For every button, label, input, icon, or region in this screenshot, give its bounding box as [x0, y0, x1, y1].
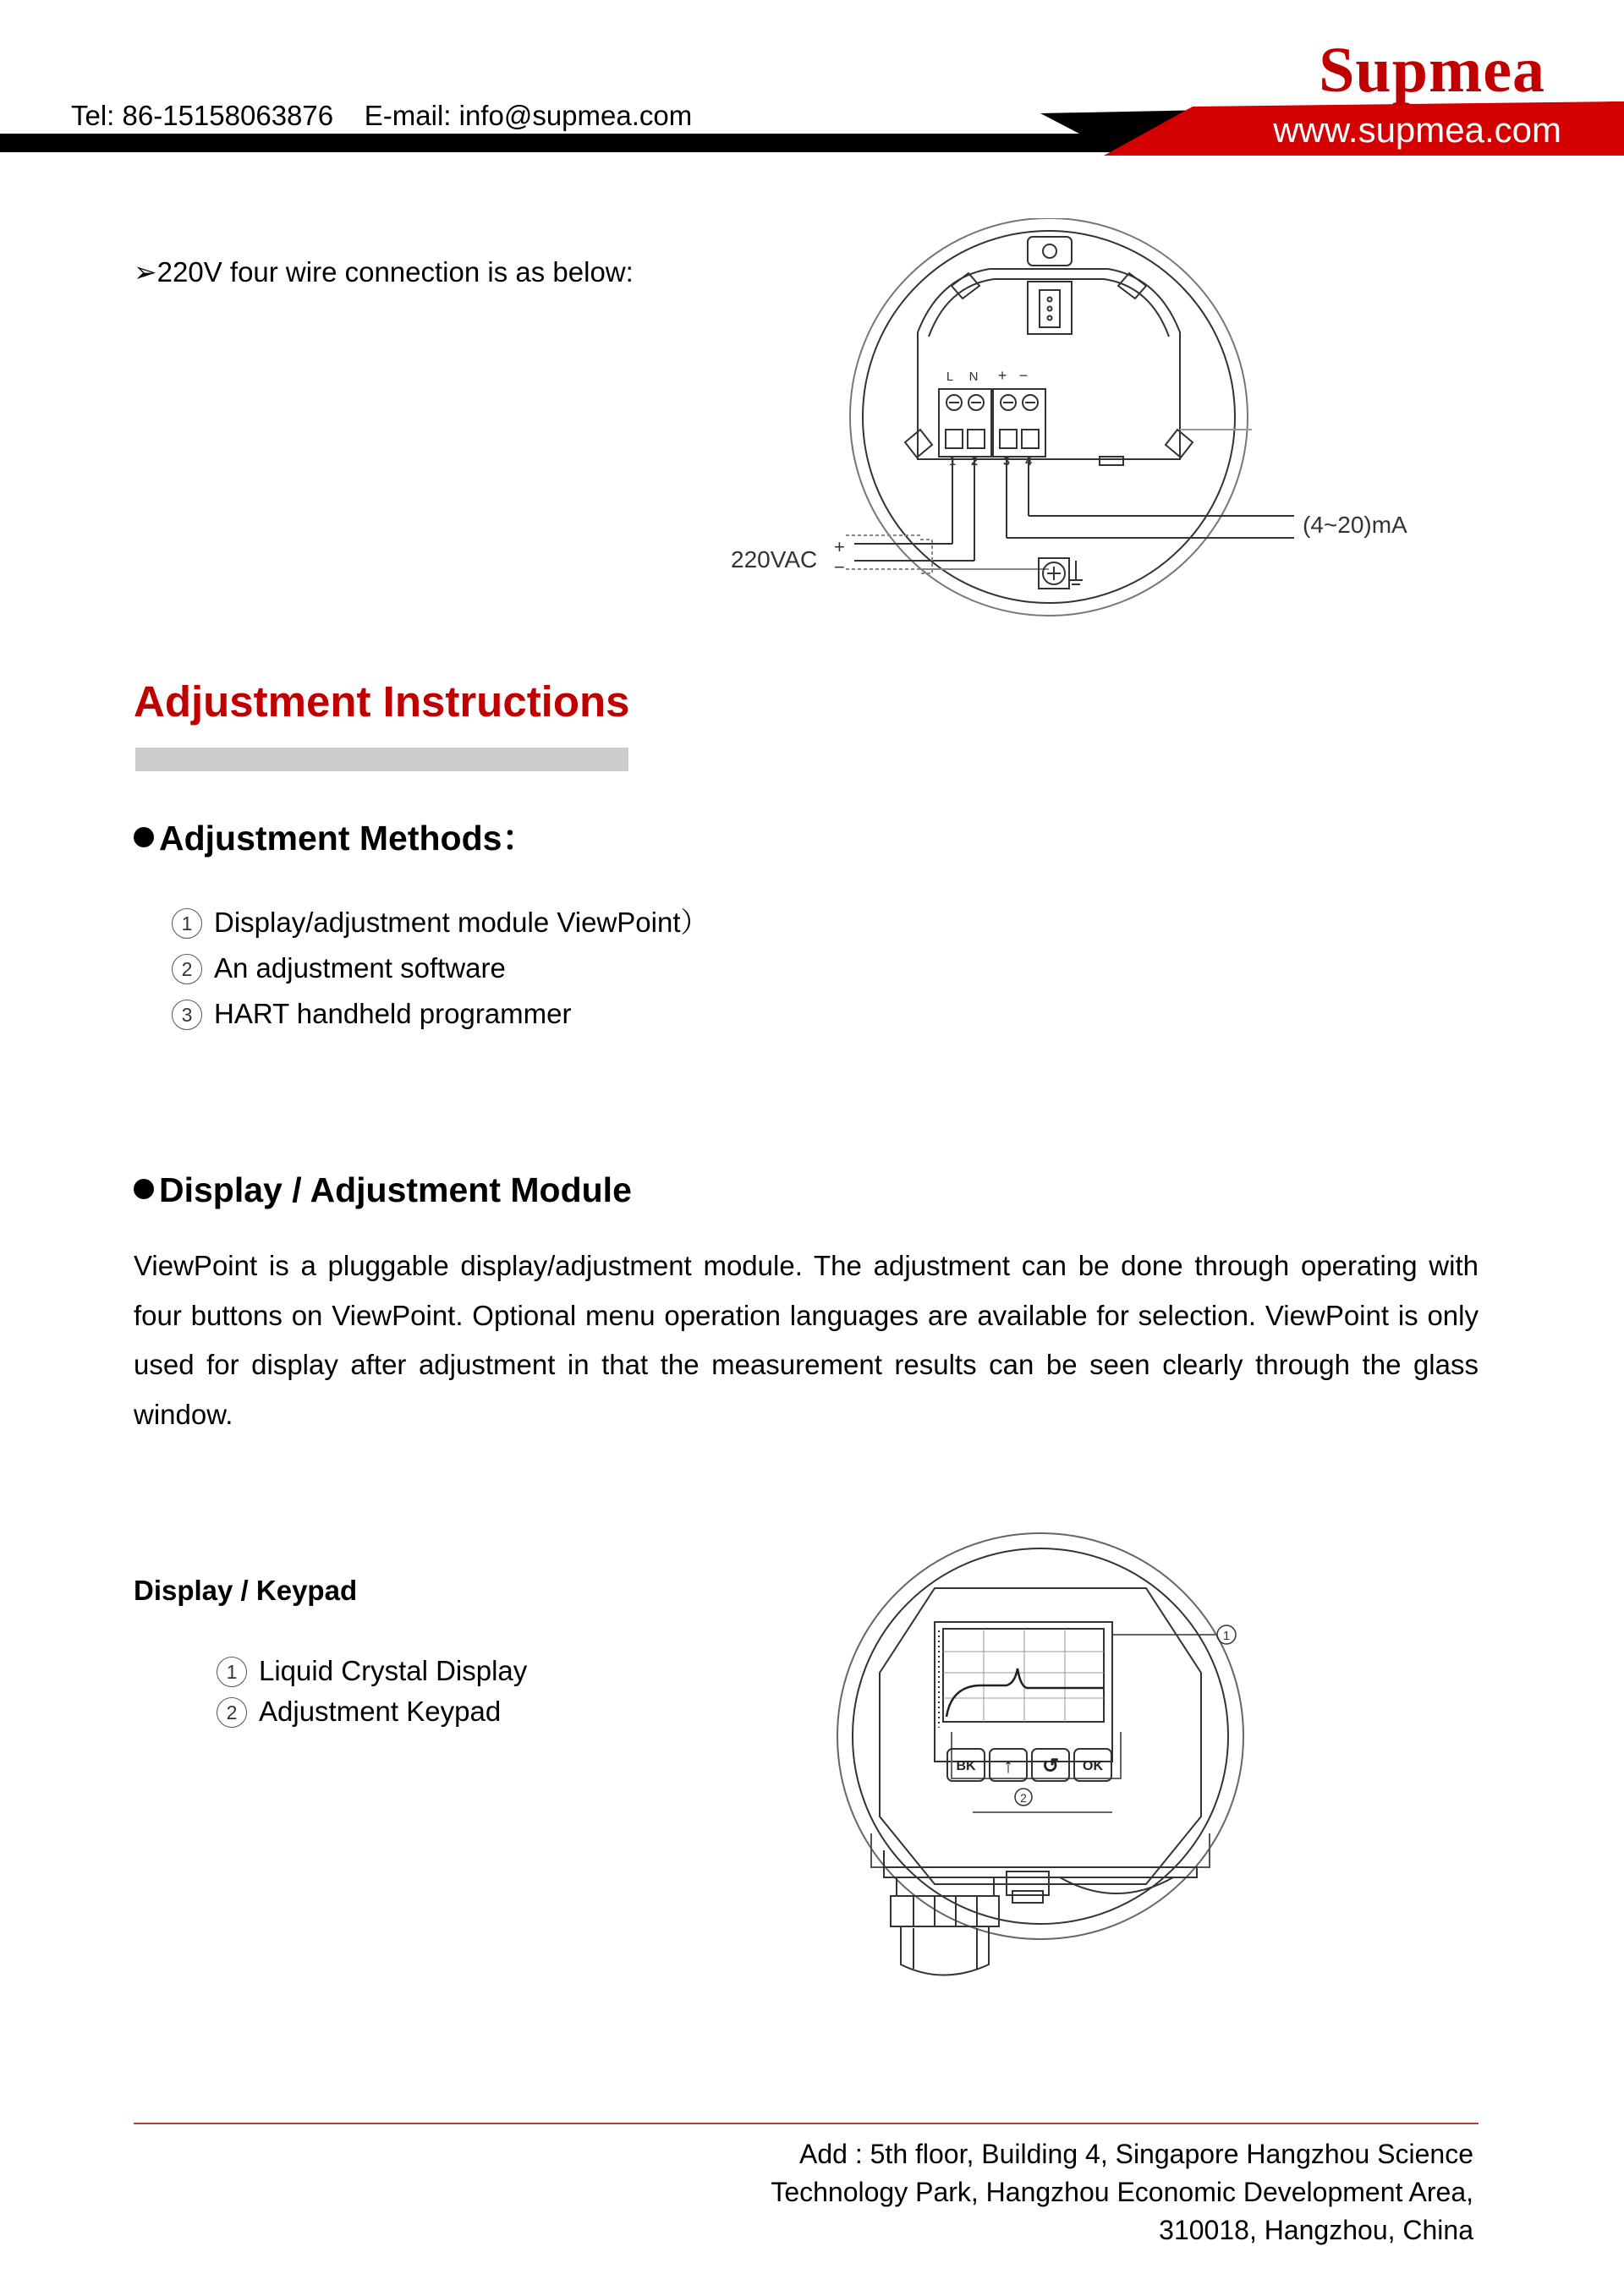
circled-number: 2 — [217, 1697, 247, 1728]
footer-address — [712, 2135, 1473, 2249]
ok-button[interactable]: OK — [1083, 1759, 1103, 1773]
list-item-text: Display/adjustment module ViewPoint） — [214, 907, 709, 938]
terminal-number-3: 3 — [1003, 454, 1010, 468]
section-title: Adjustment Instructions — [134, 677, 630, 726]
supply-plus: + — [834, 536, 845, 557]
list-item-text: An adjustment software — [214, 952, 506, 984]
methods-heading — [134, 810, 536, 860]
header-contact: Tel: 86-15158063876 E-mail: info@supmea.com — [71, 100, 693, 131]
keypad-heading: Display / Keypad — [134, 1575, 358, 1606]
display-module-paragraph: ViewPoint is a pluggable display/adjustment module. The adjustment can be done through operating with four buttons on ViewPoint. Optional menu operation languages are available for selection. ViewPoint is only used for display after adjustment in that the measurement results can be seen clearly through the glass window. — [134, 1250, 1479, 1430]
wiring-diagram — [710, 218, 1438, 624]
supply-minus: − — [834, 556, 845, 578]
terminal-number-4: 4 — [1025, 454, 1032, 468]
up-arrow-button[interactable]: ↑ — [1003, 1755, 1013, 1778]
list-item-text: Adjustment Keypad — [259, 1696, 502, 1727]
footer-address-line: 310018, Hangzhou, China — [1159, 2215, 1473, 2245]
terminal-number-1: 1 — [949, 454, 956, 468]
output-label: (4~20)mA — [1303, 512, 1407, 538]
circled-number: 1 — [172, 908, 202, 939]
list-item — [172, 945, 709, 991]
footer-address-line: Technology Park, Hangzhou Economic Development Area, — [771, 2177, 1473, 2207]
bullet-dot-icon — [134, 1179, 154, 1199]
terminal-number-2: 2 — [971, 454, 978, 468]
wiring-note — [134, 255, 634, 288]
circled-number: 1 — [217, 1657, 247, 1687]
terminal-label-n: N — [968, 370, 979, 384]
enter-return-button[interactable]: ↺ — [1041, 1755, 1060, 1778]
circled-number: 2 — [172, 954, 202, 984]
arrow-bullet-icon: ➢ — [134, 256, 157, 288]
list-item-text: HART handheld programmer — [214, 998, 572, 1029]
terminal-label-plus: + — [997, 367, 1007, 384]
methods-heading-text: Adjustment Methods： — [159, 819, 537, 858]
callout-lcd: 1 — [1222, 1629, 1231, 1643]
footer-address-line: Add : 5th floor, Building 4, Singapore Hangzhou Science — [799, 2139, 1473, 2169]
footer-divider — [134, 2123, 1479, 2124]
circled-number: 3 — [172, 1000, 202, 1030]
bk-button[interactable]: BK — [956, 1759, 976, 1773]
list-item — [217, 1691, 527, 1732]
list-item — [217, 1651, 527, 1691]
brand-logo: Supmea — [1319, 35, 1545, 106]
terminal-label-l: L — [946, 370, 954, 384]
keypad-list — [217, 1651, 527, 1732]
list-item — [172, 991, 709, 1037]
display-module-heading-text: Display / Adjustment Module — [159, 1170, 632, 1209]
section-title-underline — [135, 748, 628, 771]
display-module-heading — [134, 1170, 632, 1210]
header-website[interactable]: www.supmea.com — [1273, 110, 1561, 150]
callout-keypad: 2 — [1020, 1791, 1027, 1805]
terminal-label-minus: − — [1018, 367, 1029, 384]
wiring-note-text: 220V four wire connection is as below: — [156, 256, 634, 288]
methods-list — [172, 900, 709, 1037]
supply-label: 220VAC — [731, 546, 818, 573]
device-diagram — [833, 1495, 1273, 1994]
bullet-dot-icon — [134, 827, 154, 847]
list-item — [172, 900, 709, 945]
list-item-text: Liquid Crystal Display — [259, 1655, 528, 1686]
